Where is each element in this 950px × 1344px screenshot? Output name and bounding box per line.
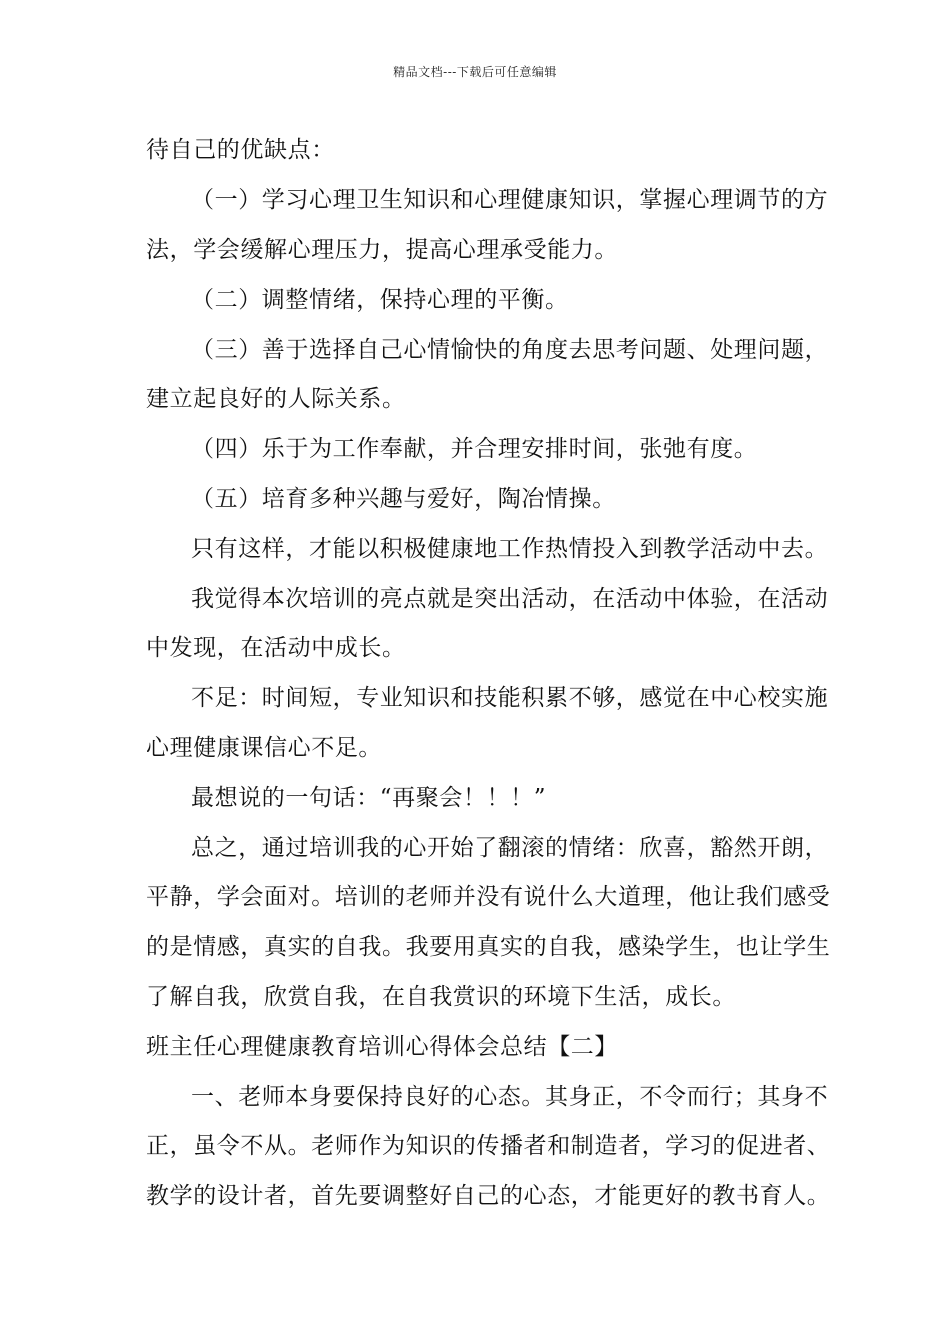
text-line: 待自己的优缺点： — [146, 137, 335, 163]
text-line: （三）善于选择自己心情愉快的角度去思考问题、处理问题， — [191, 337, 829, 363]
section-heading: 班主任心理健康教育培训心得体会总结【二】 — [146, 1034, 618, 1060]
page-header: 精品文档---下载后可任意编辑 — [393, 65, 557, 79]
text-line: 法，学会缓解心理压力，提高心理承受能力。 — [146, 237, 618, 263]
text-line: （五）培育多种兴趣与爱好，陶冶情操。 — [191, 486, 616, 512]
text-line: 了解自我，欣赏自我，在自我赏识的环境下生活，成长。 — [146, 984, 736, 1010]
text-line: 最想说的一句话：“再聚会！！！” — [191, 785, 547, 811]
text-line: 教学的设计者，首先要调整好自己的心态，才能更好的教书育人。 — [146, 1183, 831, 1209]
text-line: （一）学习心理卫生知识和心理健康知识，掌握心理调节的方 — [191, 187, 829, 213]
text-line: 中发现，在活动中成长。 — [146, 635, 406, 661]
text-line: 一、老师本身要保持良好的心态。其身正，不令而行；其身不 — [191, 1084, 829, 1110]
text-line: 总之，通过培训我的心开始了翻滚的情绪：欣喜，豁然开朗， — [191, 835, 829, 861]
text-line: 只有这样，才能以积极健康地工作热情投入到教学活动中去。 — [191, 536, 829, 562]
text-line: （二）调整情绪，保持心理的平衡。 — [191, 287, 569, 313]
text-line: （四）乐于为工作奉献，并合理安排时间，张弛有度。 — [191, 436, 758, 462]
text-line: 正，虽令不从。老师作为知识的传播者和制造者，学习的促进者、 — [146, 1133, 831, 1159]
text-line: 不足：时间短，专业知识和技能积累不够，感觉在中心校实施 — [191, 685, 829, 711]
text-line: 平静，学会面对。培训的老师并没有说什么大道理，他让我们感受 — [146, 884, 831, 910]
text-line: 我觉得本次培训的亮点就是突出活动，在活动中体验，在活动 — [191, 586, 829, 612]
text-line: 心理健康课信心不足。 — [146, 735, 382, 761]
text-line: 的是情感，真实的自我。我要用真实的自我，感染学生，也让学生 — [146, 934, 831, 960]
text-line: 建立起良好的人际关系。 — [146, 386, 406, 412]
